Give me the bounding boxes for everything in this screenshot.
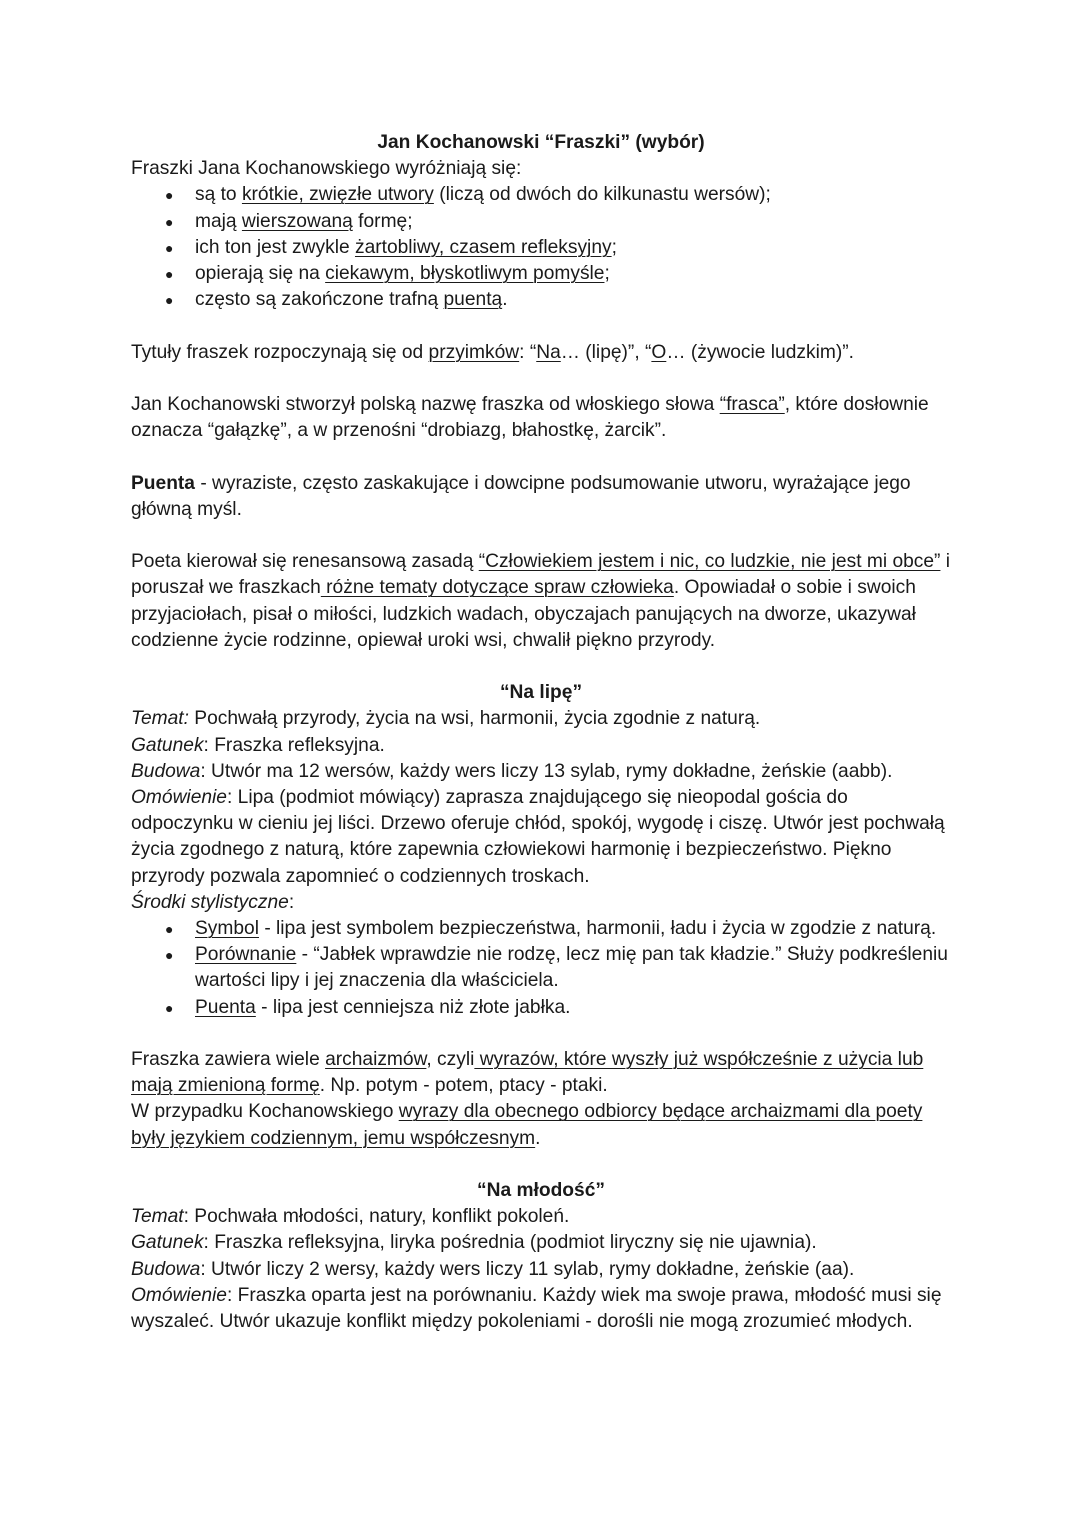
underlined-text: “frasca”	[719, 394, 785, 415]
underlined-text: puentą	[443, 289, 503, 311]
bullet-icon: ●	[165, 213, 174, 230]
list-item: ● Porównanie - “Jabłek wprawdzie nie rodzę, lecz mię pan tak kładzie.” Służy podkreśleniu wartości lipy i jej znaczenia dla właściciela.	[165, 944, 948, 992]
list-item: ● Symbol - lipa jest symbolem bezpieczeństwa, harmonii, ładu i życia w zgodzie z naturą.	[195, 916, 951, 942]
poet-paragraph: Poeta kierował się renesansową zasadą “Człowiekiem jestem i nic, co ludzkie, nie jest mi obce” i poruszał we fraszkach różne tematy dotyczące spraw człowieka. Opowiadał o sobie i swoich przyjaciołach, pisał o miłości, ludzkich wadach, obyczajach panujących na dworze, ukazywał codzienne życie rodzinne, opiewał uroki wsi, chwalił piękno przyrody.	[131, 551, 951, 651]
bullet-icon: ●	[165, 947, 174, 964]
underlined-text: wyrazów, które wyszły już współcześnie z użycia lub mają zmienioną formę	[131, 1049, 924, 1097]
list-item: ● często są zakończone trafną puentą.	[195, 287, 951, 313]
document-page	[131, 130, 951, 1335]
list-item: ● opierają się na ciekawym, błyskotliwym pomyśle;	[195, 261, 951, 287]
na-mlodosc-gatunek: Gatunek: Fraszka refleksyjna, liryka pośrednia (podmiot liryczny się nie ujawnia).	[131, 1232, 817, 1254]
na-lipe-omowienie: Omówienie: Lipa (podmiot mówiący) zaprasza znajdującego się nieopodal gościa do odpoczynku w cieniu jej liści. Drzewo oferuje chłód, spokój, wygodę i ciszę. Utwór jest pochwałą życia zgodnego z naturą, które zapewnia człowiekowi harmonię i bezpieczeństwo. Piękno przyrody pozwala zapomnieć o codziennych troskach.	[131, 787, 945, 887]
bullet-icon: ●	[165, 187, 174, 204]
puenta-definition: Puenta - wyraziste, często zaskakujące i dowcipne podsumowanie utworu, wyrażające jego główną myśl.	[131, 472, 911, 520]
kochanowski-paragraph: W przypadku Kochanowskiego wyrazy dla obecnego odbiorcy będące archaizmami dla poety były językiem codziennym, jemu współczesnym.	[131, 1101, 923, 1149]
list-item: ● mają wierszowaną formę;	[195, 209, 951, 235]
na-mlodosc-omowienie: Omówienie: Fraszka oparta jest na porównaniu. Każdy wiek ma swoje prawa, młodość musi się wyszaleć. Utwór ukazuje konflikt między pokoleniami - dorośli nie mogą zrozumieć młodych.	[131, 1284, 942, 1333]
underlined-text: “Człowiekiem jestem i nic, co ludzkie, nie jest mi obce”	[478, 551, 941, 573]
underlined-text: wierszowaną	[241, 210, 353, 232]
na-lipe-srodki-label: Środki stylistyczne:	[131, 891, 295, 913]
srodki-list	[131, 916, 951, 1021]
underlined-text: wyrazy dla obecnego odbiorcy będące archaizmami dla poety były językiem codziennym, jemu współczesnym	[131, 1101, 923, 1149]
intro-text: Fraszki Jana Kochanowskiego wyróżniają się:	[131, 158, 522, 180]
list-item: ● ich ton jest zwykle żartobliwy, czasem refleksyjny;	[195, 235, 951, 261]
titles-paragraph: Tytuły fraszek rozpoczynają się od przyimków: “Na… (lipę)”, “O… (żywocie ludzkim)”.	[131, 341, 854, 363]
na-lipe-temat: Temat: Pochwałą przyrody, życia na wsi, harmonii, życia zgodnie z naturą.	[131, 708, 761, 730]
bullet-icon: ●	[165, 921, 174, 938]
bullet-icon: ●	[165, 292, 174, 309]
bullet-icon: ●	[165, 266, 174, 283]
underlined-text: ciekawym, błyskotliwym pomyśle	[325, 263, 605, 285]
archaizmy-paragraph: Fraszka zawiera wiele archaizmów, czyli wyrazów, które wyszły już współcześnie z użycia lub mają zmienioną formę. Np. potym - potem, ptacy - ptaki.	[131, 1049, 924, 1097]
section-heading-na-mlodosc: “Na młodość”	[477, 1180, 605, 1202]
underlined-text: archaizmów	[325, 1049, 427, 1071]
underlined-text: różne tematy dotyczące spraw człowieka	[320, 577, 674, 599]
na-mlodosc-temat: Temat: Pochwała młodości, natury, konflikt pokoleń.	[131, 1206, 570, 1228]
underlined-text: krótkie, zwięzłe utwory	[241, 184, 434, 206]
na-mlodosc-budowa: Budowa: Utwór liczy 2 wersy, każdy wers liczy 11 sylab, rymy dokładne, żeńskie (aa).	[131, 1258, 855, 1280]
underlined-text: Porównanie	[195, 944, 297, 966]
underlined-text: Puenta	[195, 996, 256, 1018]
name-origin-paragraph: Jan Kochanowski stworzył polską nazwę fraszka od włoskiego słowa “frasca”, które dosłownie oznacza “gałązkę”, a w przenośni “drobiazg, błahostkę, żarcik”.	[131, 394, 929, 442]
na-lipe-budowa: Budowa: Utwór ma 12 wersów, każdy wers liczy 13 sylab, rymy dokładne, żeńskie (aabb).	[131, 760, 893, 782]
bullet-icon: ●	[165, 999, 174, 1016]
underlined-text: O	[651, 341, 667, 363]
term-label: Puenta	[131, 472, 195, 494]
list-item: ● Puenta - lipa jest cenniejsza niż złote jabłka.	[195, 995, 951, 1021]
underlined-text: Na	[536, 341, 561, 363]
section-heading-na-lipe: “Na lipę”	[499, 682, 583, 704]
underlined-text: Symbol	[195, 918, 259, 940]
document-title: Jan Kochanowski “Fraszki” (wybór)	[377, 132, 705, 153]
bullet-icon: ●	[165, 239, 174, 256]
list-item: ● są to krótkie, zwięzłe utwory (liczą od dwóch do kilkunastu wersów);	[195, 182, 951, 208]
na-lipe-gatunek: Gatunek: Fraszka refleksyjna.	[131, 734, 385, 756]
underlined-text: żartobliwy, czasem refleksyjny	[354, 236, 612, 258]
features-list	[131, 182, 951, 313]
underlined-text: przyimków	[428, 341, 520, 363]
